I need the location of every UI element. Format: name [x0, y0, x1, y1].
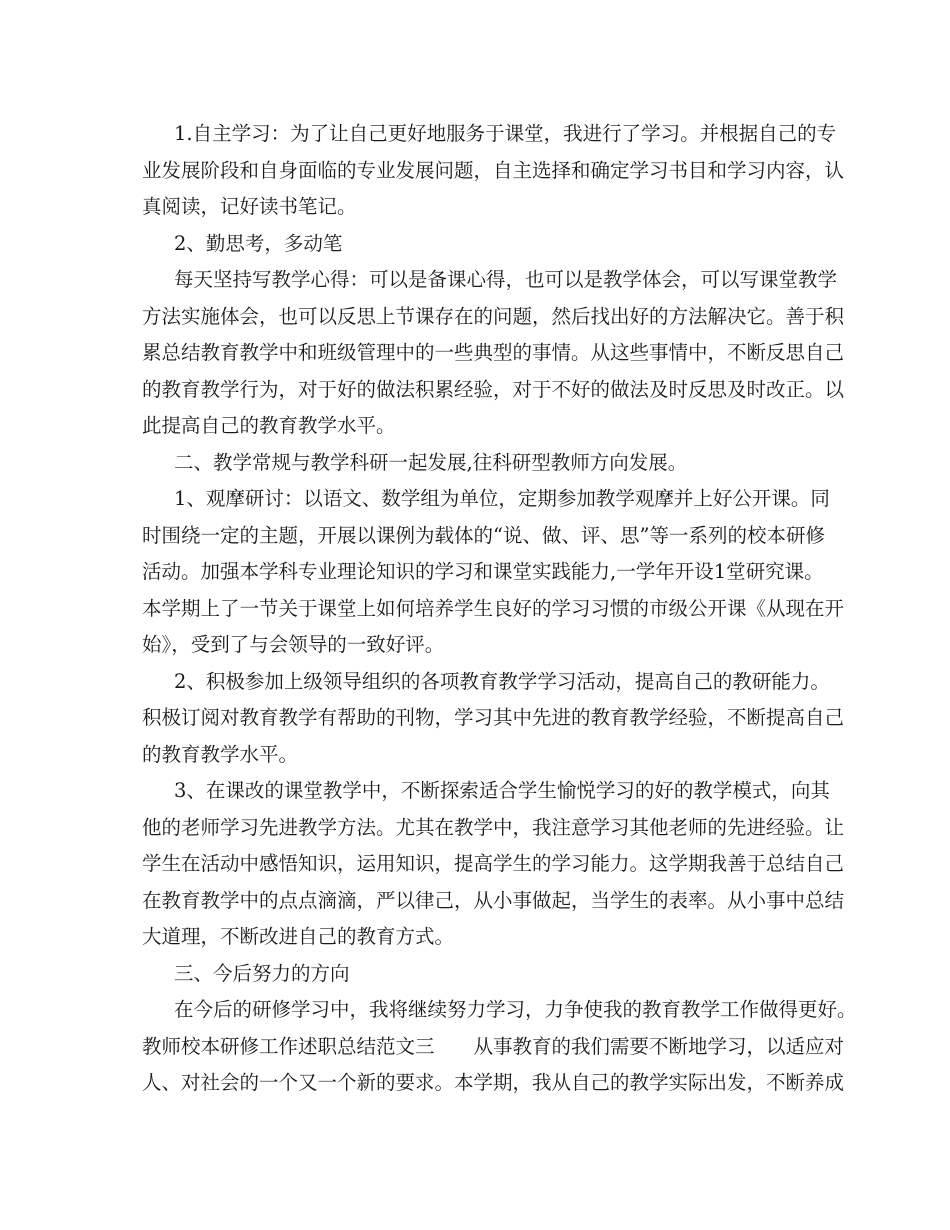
- text-line: 时围绕一定的主题，开展以课例为载体的“说、做、评、思”等一系列的校本研修: [142, 523, 825, 547]
- section-heading: 三、今后努力的方向: [174, 961, 350, 985]
- text-line: 教师校本研修工作述职总结范文三 从事教育的我们需要不断地学习，以适应对: [142, 1034, 845, 1058]
- text-line: 始》，受到了与会领导的一致好评。: [142, 633, 445, 656]
- text-line: 每天坚持写教学心得：可以是备课心得，也可以是教学体会，可以写课堂教学: [174, 268, 838, 291]
- text-line: 本学期上了一节关于课堂上如何培养学生良好的学习习惯的市级公开课《从现在开: [142, 596, 845, 620]
- section-heading: 二、教学常规与教学科研一起发展,往科研型教师方向发展。: [174, 450, 688, 474]
- text-line: 1、观摩研讨：以语文、数学组为单位，定期参加教学观摩并上好公开课。同: [174, 487, 830, 510]
- section-heading: 2、勤思考，多动笔: [174, 231, 343, 255]
- text-line: 真阅读，记好读书笔记。: [142, 195, 357, 218]
- text-line: 方法实施体会，也可以反思上节课存在的问题，然后找出好的方法解决它。善于积: [142, 304, 845, 328]
- document-body: [142, 116, 857, 1102]
- text-line: 2、积极参加上级领导组织的各项教育教学学习活动，提高自己的教研能力。: [174, 669, 830, 693]
- text-line: 业发展阶段和自身面临的专业发展问题，自主选择和确定学习书目和学习内容，认: [142, 158, 845, 182]
- text-line: 他的老师学习先进教学方法。尤其在教学中，我注意学习其他老师的先进经验。让: [142, 815, 845, 839]
- text-line: 的教育教学行为，对于好的做法积累经验，对于不好的做法及时反思及时改正。以: [142, 377, 845, 401]
- text-line: 大道理，不断改进自己的教育方式。: [142, 925, 455, 948]
- text-line: 累总结教育教学中和班级管理中的一些典型的事情。从这些事情中，不断反思自己: [142, 341, 845, 364]
- text-line: 3、在课改的课堂教学中，不断探索适合学生愉悦学习的好的教学模式，向其: [174, 779, 830, 802]
- text-line: 1.自主学习：为了让自己更好地服务于课堂，我进行了学习。并根据自己的专: [174, 122, 837, 145]
- text-line: 学生在活动中感悟知识，运用知识，提高学生的学习能力。这学期我善于总结自己: [142, 852, 845, 875]
- text-line: 人、对社会的一个又一个新的要求。本学期，我从自己的教学实际出发，不断养成: [142, 1071, 845, 1094]
- text-line: 在今后的研修学习中，我将继续努力学习，力争使我的教育教学工作做得更好。: [174, 998, 857, 1021]
- text-line: 活动。加强本学科专业理论知识的学习和课堂实践能力,一学年开设1堂研究课。: [142, 560, 824, 583]
- text-line: 在教育教学中的点点滴滴，严以律己，从小事做起，当学生的表率。从小事中总结: [142, 888, 845, 912]
- text-line: 此提高自己的教育教学水平。: [142, 414, 396, 437]
- text-line: 积极订阅对教育教学有帮助的刊物，学习其中先进的教育教学经验，不断提高自己: [142, 706, 845, 729]
- text-line: 的教育教学水平。: [142, 742, 299, 766]
